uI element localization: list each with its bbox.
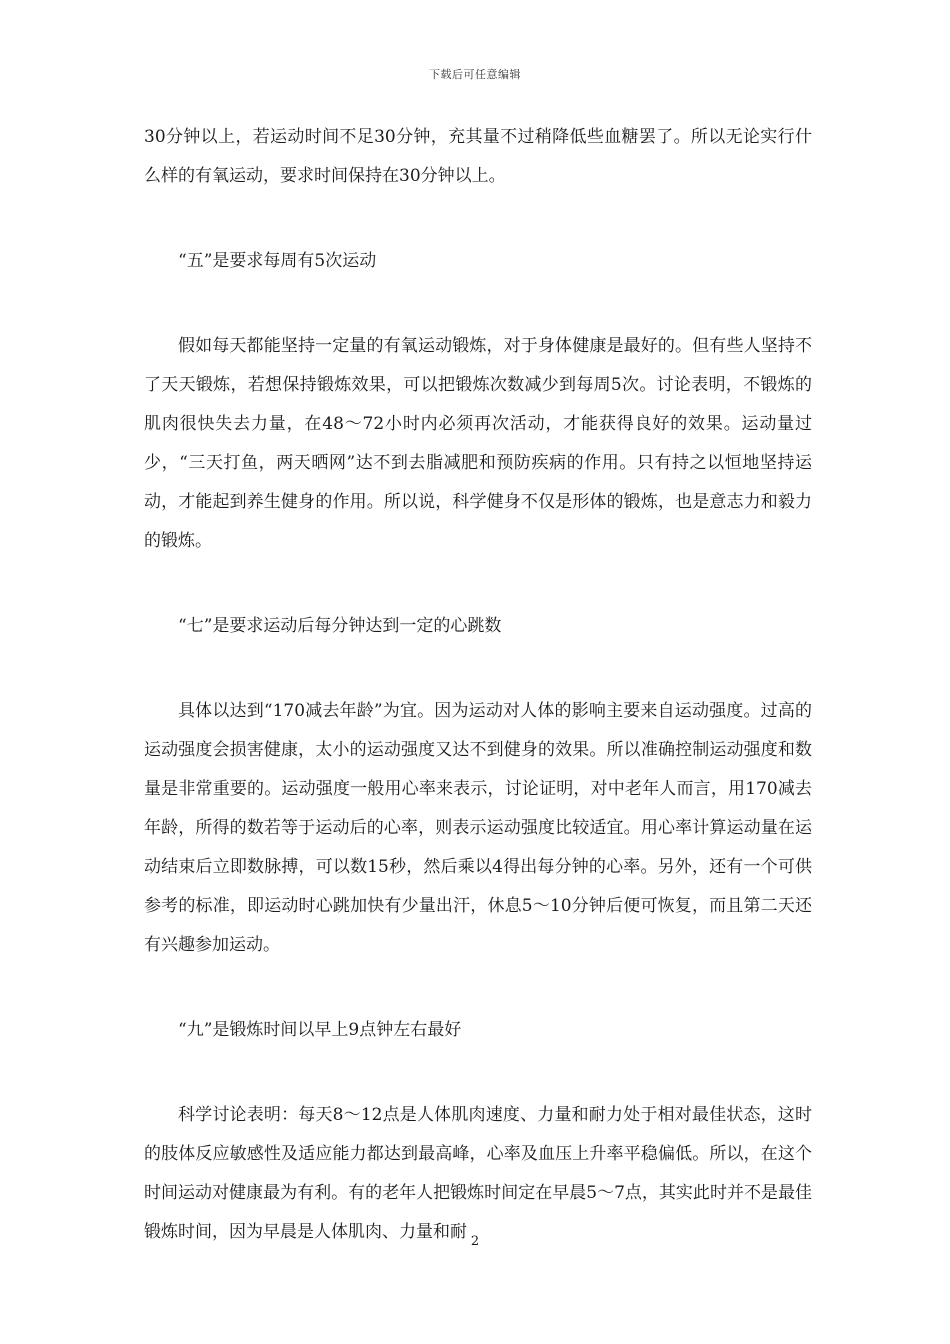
- spacer: [144, 561, 812, 607]
- section-heading-five: “五”是要求每周有5次运动: [178, 251, 377, 271]
- spacer: [144, 196, 812, 242]
- paragraph-nine: 科学讨论表明：每天8～12点是人体肌肉速度、力量和耐力处于相对最佳状态，这时的肢体反应敏感性及适应能力都达到最高峰，心率及血压上升率平稳偏低。所以，在这个时间运动对健康最为有利。有的老年人把锻炼时间定在早晨5～7点，其实此时并不是最佳锻炼时间，因为早晨是人体肌肉、力量和耐: [144, 1105, 812, 1242]
- paragraph-seven: 具体以达到“170减去年龄”为宜。因为运动对人体的影响主要来自运动强度。过高的运动强度会损害健康，太小的运动强度又达不到健身的效果。所以准确控制运动强度和数量是非常重要的。运动强度一般用心率来表示，讨论证明，对中老年人而言，用170减去年龄，所得的数若等于运动后的心率，则表示运动强度比较适宜。用心率计算运动量在运动结束后立即数脉搏，可以数15秒，然后乘以4得出每分钟的心率。另外，还有一个可供参考的标准，即运动时心跳加快有少量出汗，休息5～10分钟后便可恢复，而且第二天还有兴趣参加运动。: [144, 701, 812, 955]
- spacer: [144, 1050, 812, 1096]
- document-body: [144, 118, 812, 1252]
- header-note: 下载后可任意编辑: [429, 68, 521, 81]
- section-heading-nine: “九”是锻炼时间以早上9点钟左右最好: [178, 1020, 462, 1040]
- spacer: [144, 646, 812, 692]
- paragraph-continuation: 30分钟以上，若运动时间不足30分钟，充其量不过稍降低些血糖罢了。所以无论实行什么样的有氧运动，要求时间保持在30分钟以上。: [144, 127, 812, 186]
- paragraph-five: 假如每天都能坚持一定量的有氧运动锻炼，对于身体健康是最好的。但有些人坚持不了天天锻炼，若想保持锻炼效果，可以把锻炼次数减少到每周5次。讨论表明，不锻炼的肌肉很快失去力量，在48～72小时内必须再次活动，才能获得良好的效果。运动量过少，“三天打鱼，两天晒网”达不到去脂减肥和预防疾病的作用。只有持之以恒地坚持运动，才能起到养生健身的作用。所以说，科学健身不仅是形体的锻炼，也是意志力和毅力的锻炼。: [144, 336, 812, 551]
- section-heading-seven: “七”是要求运动后每分钟达到一定的心跳数: [178, 616, 502, 636]
- spacer: [144, 965, 812, 1011]
- page-number: 2: [470, 1234, 480, 1249]
- spacer: [144, 281, 812, 327]
